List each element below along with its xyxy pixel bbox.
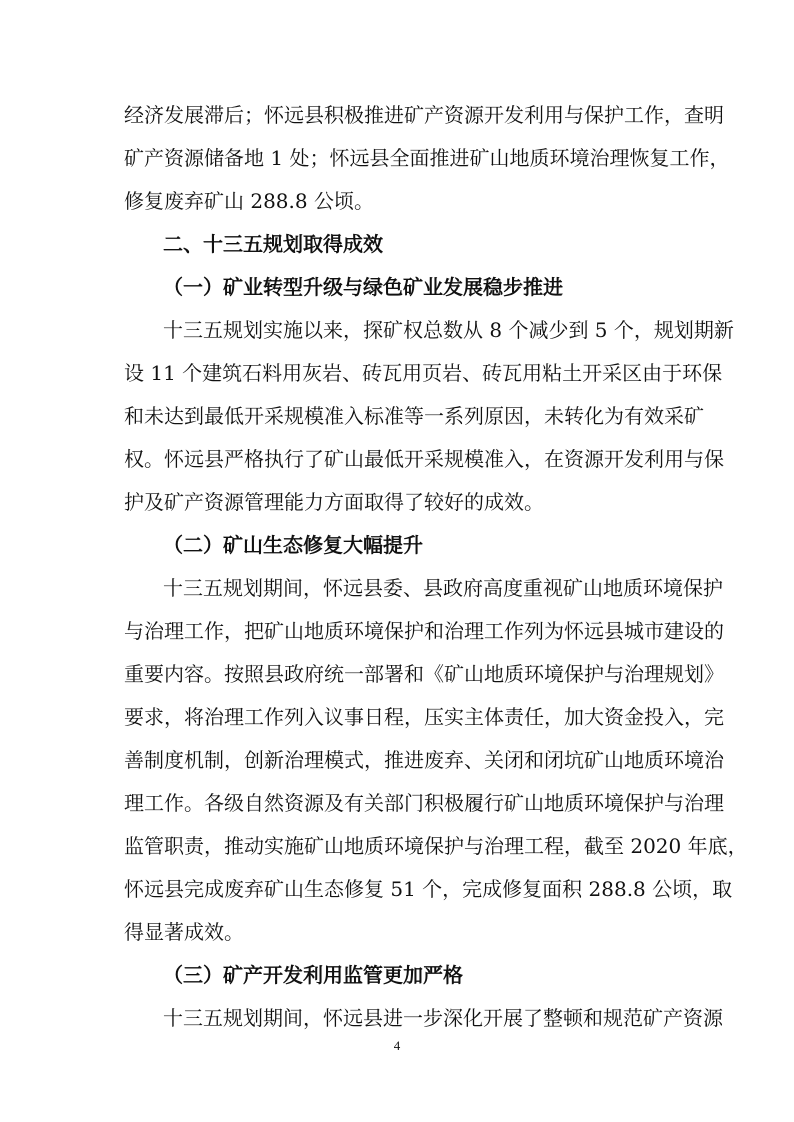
body-line: 怀远县完成废弃矿山生态修复 51 个，完成修复面积 288.8 公顷，取 [124,877,733,901]
subsection-heading: （一）矿业转型升级与绿色矿业发展稳步推进 [163,275,563,299]
body-line: 设 11 个建筑石料用灰岩、砖瓦用页岩、砖瓦用粘土开采区由于环保 [124,361,723,385]
body-line: 与治理工作，把矿山地质环境保护和治理工作列为怀远县城市建设的 [124,619,724,643]
body-line: 十三五规划实施以来，探矿权总数从 8 个减少到 5 个，规划期新 [163,318,734,342]
body-line: 善制度机制，创新治理模式，推进废弃、关闭和闭坑矿山地质环境治 [124,748,724,772]
subsection-heading: （三）矿产开发利用监管更加严格 [163,963,463,987]
body-line: 要求，将治理工作列入议事日程，压实主体责任，加大资金投入，完 [124,705,724,729]
subsection-heading: （二）矿山生态修复大幅提升 [163,533,423,557]
body-line: 权。怀远县严格执行了矿山最低开采规模准入，在资源开发利用与保 [124,447,724,471]
body-line: 理工作。各级自然资源及有关部门积极履行矿山地质环境保护与治理 [124,791,724,815]
body-line: 重要内容。按照县政府统一部署和《矿山地质环境保护与治理规划》 [124,662,724,686]
body-line: 得显著成效。 [124,920,244,944]
section-heading: 二、十三五规划取得成效 [163,232,383,256]
body-line: 监管职责，推动实施矿山地质环境保护与治理工程，截至 2020 年底， [124,834,748,858]
body-line: 矿产资源储备地 1 处；怀远县全面推进矿山地质环境治理恢复工作， [124,146,730,170]
body-line: 经济发展滞后；怀远县积极推进矿产资源开发利用与保护工作，查明 [124,103,724,127]
body-line: 护及矿产资源管理能力方面取得了较好的成效。 [124,490,544,514]
body-line: 十三五规划期间，怀远县委、县政府高度重视矿山地质环境保护 [163,576,723,600]
body-line: 和未达到最低开采规模准入标准等一系列原因，未转化为有效采矿 [124,404,704,428]
page-number: 4 [393,1038,401,1053]
body-line: 修复废弃矿山 288.8 公顷。 [124,189,374,213]
body-line: 十三五规划期间，怀远县进一步深化开展了整顿和规范矿产资源 [163,1006,723,1030]
